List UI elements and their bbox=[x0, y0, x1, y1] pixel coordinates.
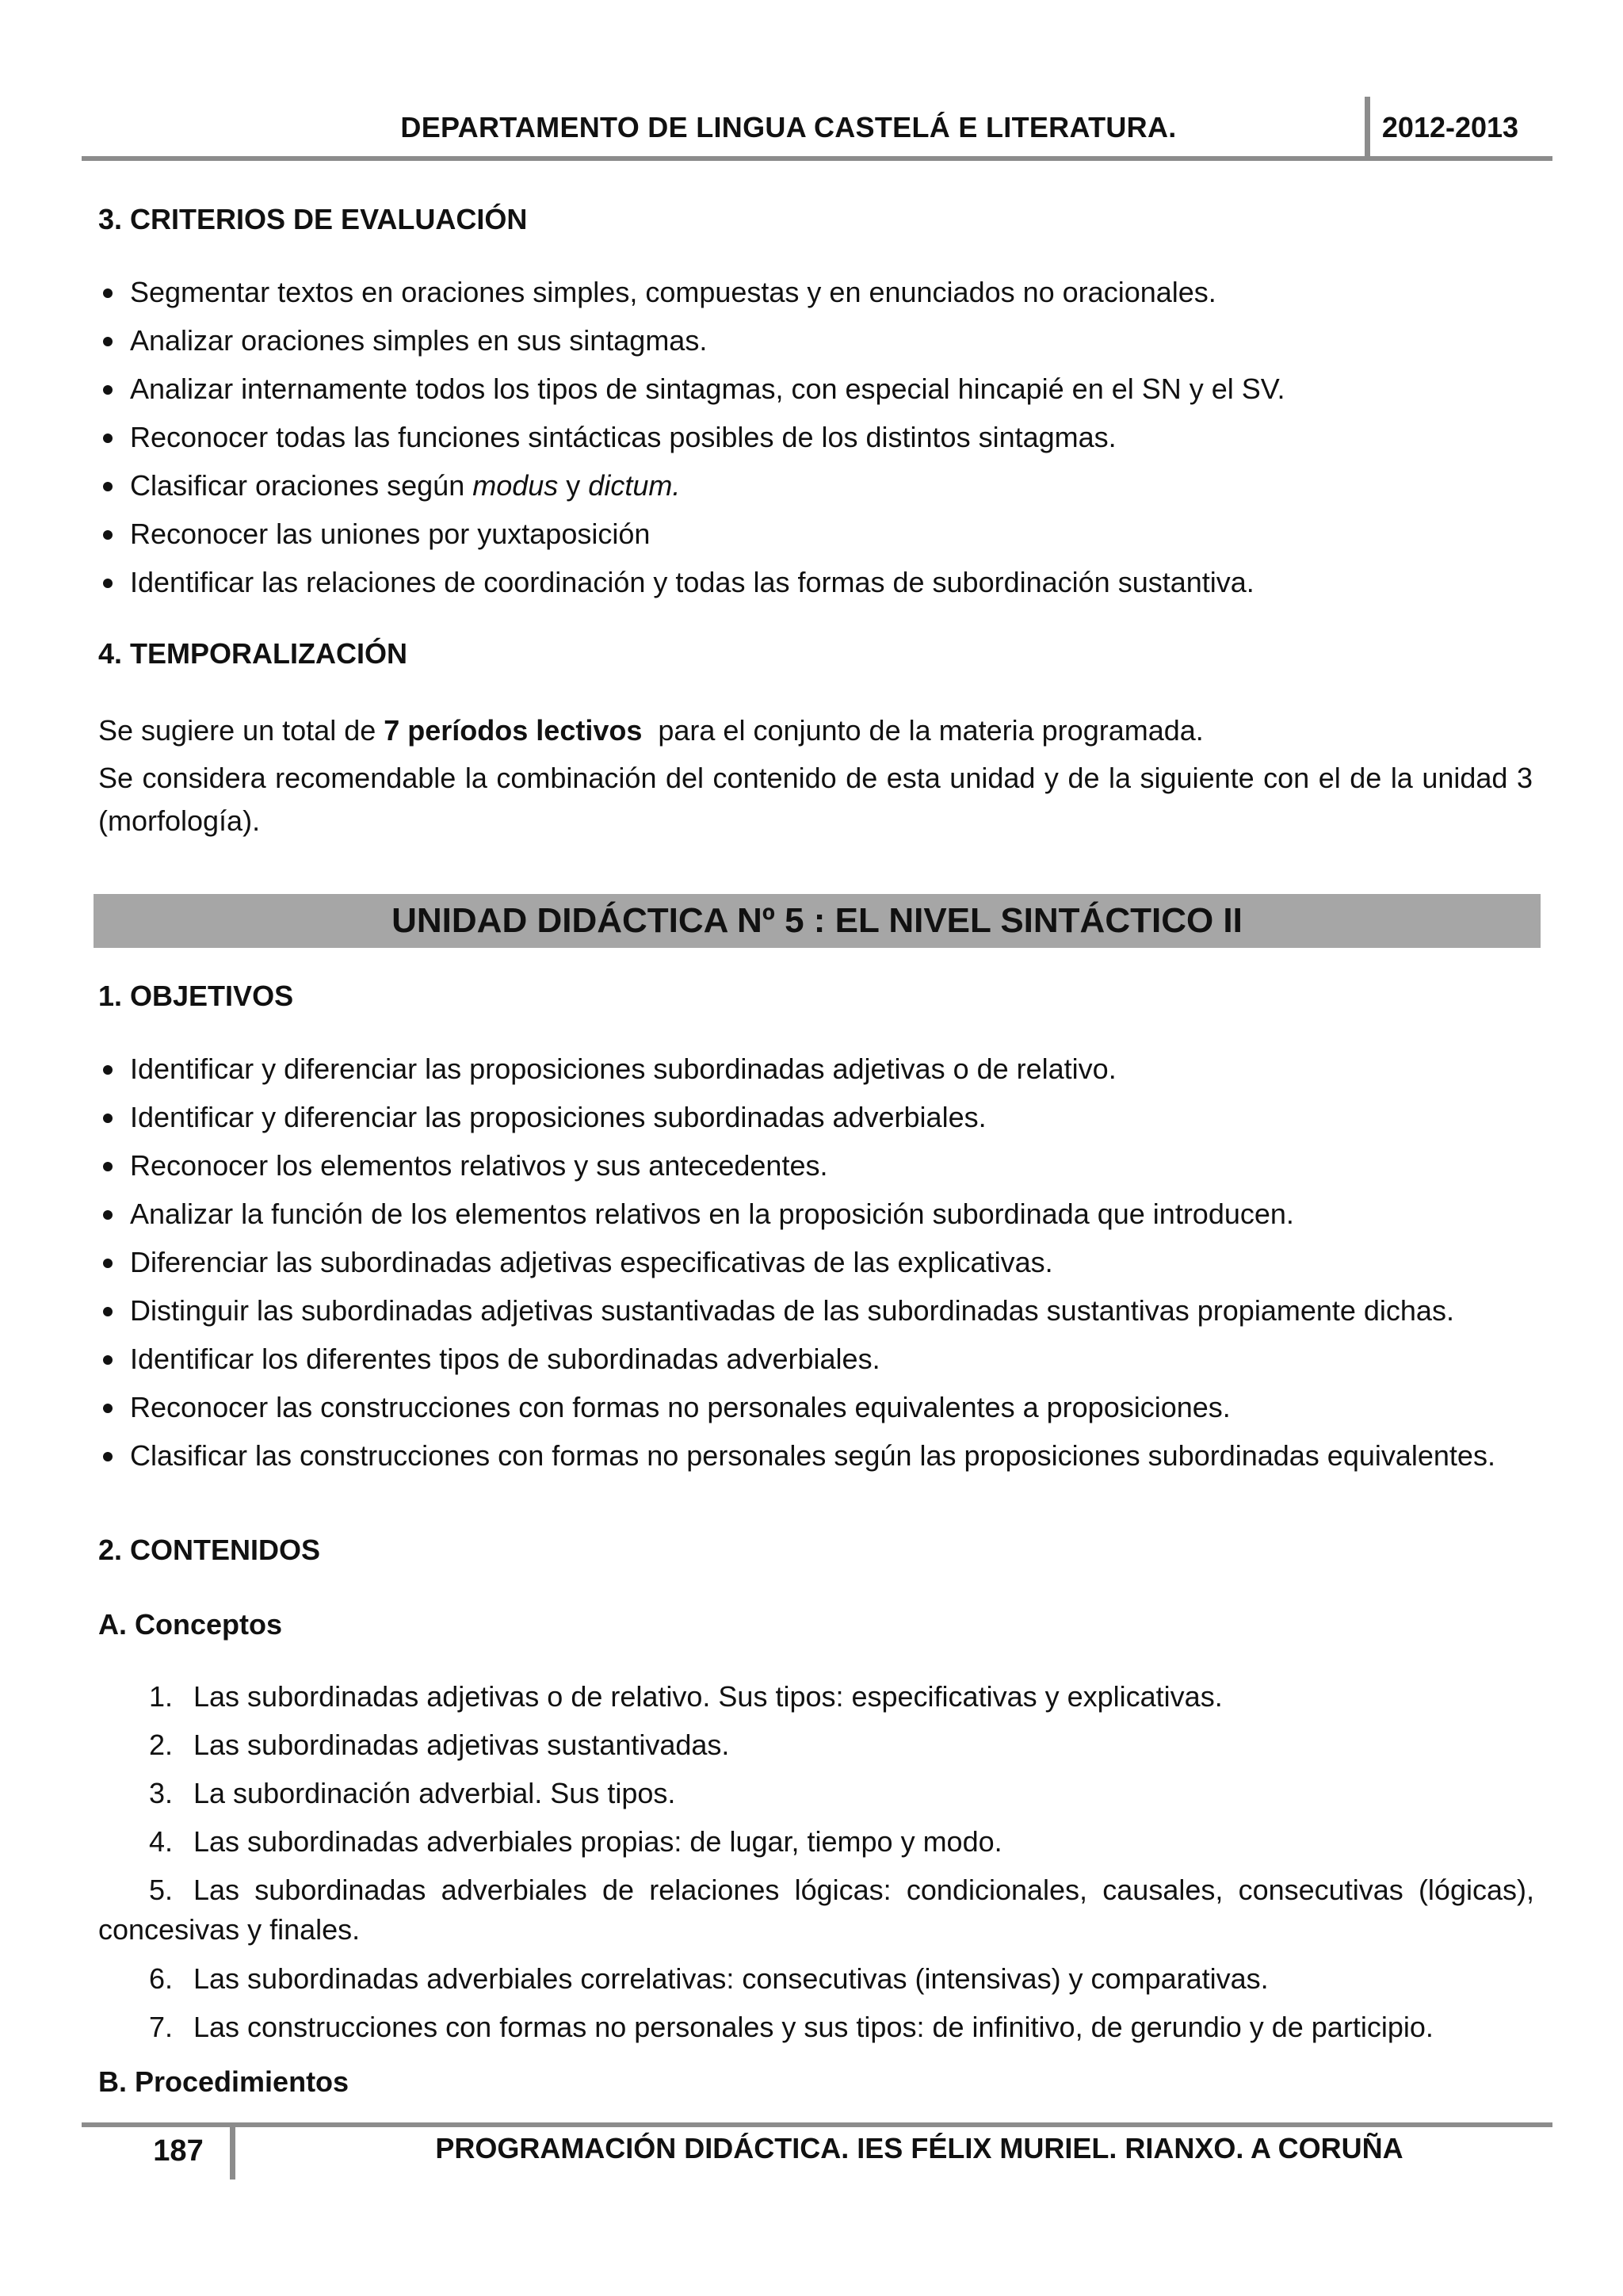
list-item: 4. Las subordinadas adverbiales propias: de lugar, tiempo y modo. bbox=[149, 1825, 1002, 1858]
header-year: 2012-2013 bbox=[1381, 111, 1519, 143]
bullet-icon bbox=[103, 1355, 113, 1365]
list-item: Reconocer las uniones por yuxtaposición bbox=[98, 514, 1534, 553]
criterios-list bbox=[98, 273, 1534, 611]
temporalizacion-heading: 4. TEMPORALIZACIÓN bbox=[98, 637, 408, 670]
bullet-icon bbox=[103, 288, 113, 298]
bullet-icon bbox=[103, 1210, 113, 1220]
list-item: Diferenciar las subordinadas adjetivas especificativas de las explicativas. bbox=[98, 1243, 1534, 1282]
list-item: 2. Las subordinadas adjetivas sustantivadas. bbox=[149, 1729, 730, 1761]
list-item: Identificar y diferenciar las proposiciones subordinadas adverbiales. bbox=[98, 1098, 1534, 1137]
list-item: Reconocer las construcciones con formas no personales equivalentes a proposiciones. bbox=[98, 1388, 1534, 1427]
bullet-icon bbox=[103, 1259, 113, 1268]
unit-title: UNIDAD DIDÁCTICA Nº 5 : EL NIVEL SINTÁCTICO II bbox=[391, 901, 1243, 940]
list-item: 7. Las construcciones con formas no personales y sus tipos: de infinitivo, de gerundio y de participio. bbox=[149, 2011, 1434, 2043]
bullet-icon bbox=[103, 385, 113, 395]
bullet-icon bbox=[103, 1114, 113, 1123]
bullet-icon bbox=[103, 1452, 113, 1461]
list-item: Clasificar las construcciones con formas no personales según las proposiciones subordinadas equivalentes. bbox=[98, 1436, 1534, 1476]
objetivos-list bbox=[98, 1049, 1534, 1485]
bullet-icon bbox=[103, 579, 113, 588]
conceptos-heading: A. Conceptos bbox=[98, 1608, 283, 1641]
bullet-icon bbox=[103, 337, 113, 346]
list-item: Analizar la función de los elementos relativos en la proposición subordinada que introducen. bbox=[98, 1194, 1534, 1233]
bullet-icon bbox=[103, 1307, 113, 1316]
bullet-icon bbox=[103, 530, 113, 540]
list-item: 3. La subordinación adverbial. Sus tipos. bbox=[149, 1777, 676, 1809]
header-rule bbox=[82, 156, 1552, 161]
procedimientos-heading: B. Procedimientos bbox=[98, 2065, 349, 2098]
header-title: DEPARTAMENTO DE LINGUA CASTELÁ E LITERATURA. bbox=[400, 111, 1177, 143]
temporalizacion-paragraph-1: Se sugiere un total de 7 períodos lectivos para el conjunto de la materia programada. bbox=[98, 714, 1204, 747]
list-item: Identificar y diferenciar las proposiciones subordinadas adjetivas o de relativo. bbox=[98, 1049, 1534, 1088]
bullet-icon bbox=[103, 1065, 113, 1075]
temporalizacion-paragraph-2: Se considera recomendable la combinación del contenido de esta unidad y de la siguiente con el de la unidad 3 (morfología). bbox=[98, 762, 1533, 837]
list-item: 1. Las subordinadas adjetivas o de relativo. Sus tipos: especificativas y explicativas. bbox=[149, 1680, 1223, 1713]
footer-rule bbox=[82, 2122, 1552, 2127]
contenidos-heading: 2. CONTENIDOS bbox=[98, 1534, 321, 1566]
list-item: Clasificar oraciones según modus y dictum. bbox=[98, 466, 1534, 505]
unit-banner bbox=[94, 894, 1541, 948]
list-item: Analizar oraciones simples en sus sintagmas. bbox=[98, 321, 1534, 360]
list-item: Distinguir las subordinadas adjetivas sustantivadas de las subordinadas sustantivas propiamente dichas. bbox=[98, 1291, 1534, 1330]
list-item: 6. Las subordinadas adverbiales correlativas: consecutivas (intensivas) y comparativas. bbox=[149, 1962, 1269, 1995]
bullet-icon bbox=[103, 1404, 113, 1413]
footer-divider bbox=[230, 2122, 235, 2179]
list-item: Identificar las relaciones de coordinación y todas las formas de subordinación sustantiva. bbox=[98, 563, 1534, 602]
list-item: Analizar internamente todos los tipos de sintagmas, con especial hincapié en el SN y el SV. bbox=[98, 369, 1534, 408]
conceptos-list bbox=[98, 1677, 1534, 2056]
page-number: 187 bbox=[153, 2134, 204, 2168]
header-divider bbox=[1365, 97, 1370, 160]
list-item: Identificar los diferentes tipos de subordinadas adverbiales. bbox=[98, 1339, 1534, 1378]
bullet-icon bbox=[103, 482, 113, 491]
bullet-icon bbox=[103, 434, 113, 443]
list-item: 5. Las subordinadas adverbiales de relaciones lógicas: condicionales, causales, consecutivas (lógicas), concesivas y finales. bbox=[98, 1874, 1534, 1946]
list-item: Segmentar textos en oraciones simples, compuestas y en enunciados no oracionales. bbox=[98, 273, 1534, 311]
footer-text: PROGRAMACIÓN DIDÁCTICA. IES FÉLIX MURIEL. RIANXO. A CORUÑA bbox=[435, 2132, 1403, 2164]
list-item: Reconocer todas las funciones sintácticas posibles de los distintos sintagmas. bbox=[98, 418, 1534, 457]
list-item: Reconocer los elementos relativos y sus antecedentes. bbox=[98, 1146, 1534, 1185]
bullet-icon bbox=[103, 1162, 113, 1171]
criterios-heading: 3. CRITERIOS DE EVALUACIÓN bbox=[98, 203, 528, 235]
objetivos-heading: 1. OBJETIVOS bbox=[98, 980, 294, 1012]
